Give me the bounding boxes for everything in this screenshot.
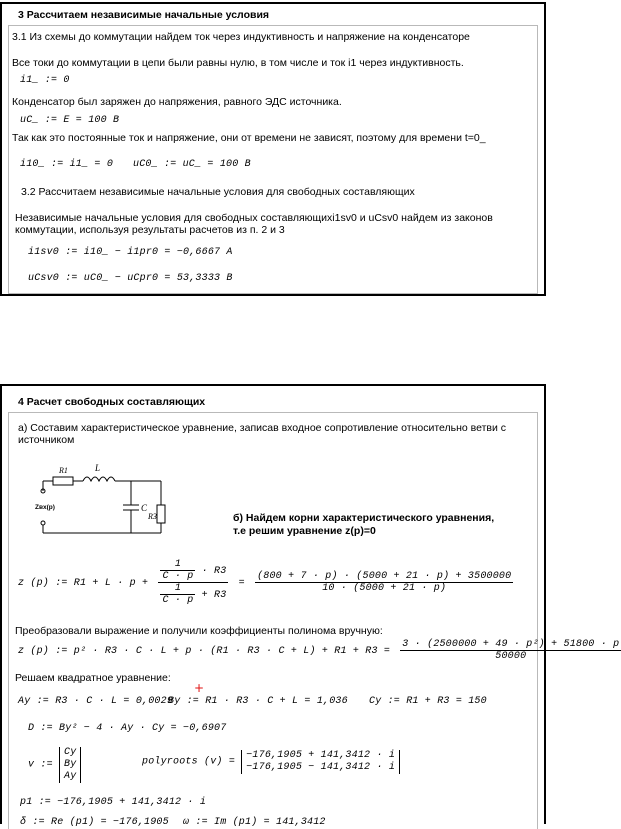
eq-i10: i10_ := i1_ = 0	[20, 159, 114, 170]
eq-omega: ω := Im (p1) = 141,3412	[183, 817, 326, 828]
section-4-panel	[0, 384, 620, 828]
cursor-crosshair: +	[194, 681, 205, 695]
eq-uc0: uC0_ := uC_ = 100 B	[133, 159, 251, 170]
sub-3-2-heading: 3.2 Рассчитаем независимые начальные условия для свободных составляющих	[21, 186, 415, 198]
eq-i1: i1_ := 0	[20, 75, 70, 86]
circuit-diagram	[31, 453, 191, 553]
eq-i1sv0: i1sv0 := i10_ − i1pr0 = −0,6667 A	[28, 247, 233, 258]
label-r1: R1	[59, 466, 68, 475]
label-zin: Zвх(p)	[35, 504, 55, 511]
resistor-r1	[53, 477, 73, 485]
resistor-r3	[157, 505, 165, 523]
eq-delta: δ := Re (p1) = −176,1905	[20, 817, 169, 828]
para-constant: Так как это постоянные ток и напряжение, они от времени не зависят, поэтому для времени t=0_	[12, 132, 486, 144]
eq-uc: uC_ := E = 100 B	[20, 115, 120, 126]
eq-p1: p1 := −176,1905 + 141,3412 · i	[20, 797, 207, 808]
section-4-title: 4 Расчет свободных составляющих	[18, 396, 206, 408]
sub-3-1-heading: 3.1 Из схемы до коммутации найдем ток через индуктивность и напряжение на конденсаторе	[12, 31, 470, 43]
section-3-panel	[0, 2, 546, 296]
para-find-roots: б) Найдем корни характеристического уравнения, т.е решим уравнение z(p)=0	[233, 512, 495, 537]
eq-ay: Ay := R3 · C · L = 0,0029	[18, 696, 174, 707]
label-l: L	[95, 463, 101, 473]
eq-by: By := R1 · R3 · C + L = 1,036	[168, 696, 348, 707]
para-char-equation: а) Составим характеристическое уравнение, записав входное сопротивление относительно ветви с источником	[18, 422, 507, 446]
inductor-l	[83, 477, 115, 481]
vector-v-matrix: Cy By Ay	[59, 747, 81, 783]
eq-polyroots: polyroots (v) = −176,1905 + 141,3412 · i −176,1905 − 141,3412 · i	[142, 750, 400, 774]
roots-matrix: −176,1905 + 141,3412 · i −176,1905 − 141,3412 · i	[241, 750, 400, 774]
label-r3: R3	[148, 512, 157, 521]
eq-z-definition: z (p) := R1 + L · p + $\frac{1}{C \cdot p}$ · R3 $\frac{1}{C \cdot p}$ + R3 = $\frac{(800 + 7 \cdot p) \cdot (5000 + 21 \cdot p) + 3500000}{10 \cdot (5000 + 21 \cdot p)}$	[18, 559, 512, 606]
section-3-title: 3 Рассчитаем независимые начальные условия	[18, 9, 270, 21]
eq-ucsv0: uCsv0 := uC0_ − uCpr0 = 53,3333 B	[28, 273, 233, 284]
label-c: C	[141, 503, 148, 513]
eq-z-polynomial: z (p) := p² · R3 · C · L + p · (R1 · R3 · C + L) + R1 + R3 = $\frac{\text{3 · (2500000 + 49 · p²) + 51800 · p}}{50000}$	[18, 639, 620, 662]
section-4-content	[8, 412, 620, 829]
para-transform: Преобразовали выражение и получили коэффициенты полинома вручную:	[15, 625, 383, 637]
section-3-content	[8, 25, 538, 294]
eq-cy: Cy := R1 + R3 = 150	[369, 696, 487, 707]
para-currents: Все токи до коммутации в цепи были равны нулю, в том числе и ток i1 через индуктивность.	[12, 57, 464, 69]
eq-discriminant: D := By² − 4 · Ay · Cy = −0,6907	[28, 723, 227, 734]
eq-vector-v: v := Cy By Ay	[28, 747, 81, 783]
para-capacitor: Конденсатор был заряжен до напряжения, равного ЭДС источника.	[12, 96, 342, 108]
para-solve-quadratic: Решаем квадратное уравнение:	[15, 672, 171, 684]
para-free-components: Независимые начальные условия для свободных составляющихi1sv0 и uCsv0 найдем из законов коммутации, используя результаты расчетов из п. 2 и 3	[15, 212, 493, 236]
